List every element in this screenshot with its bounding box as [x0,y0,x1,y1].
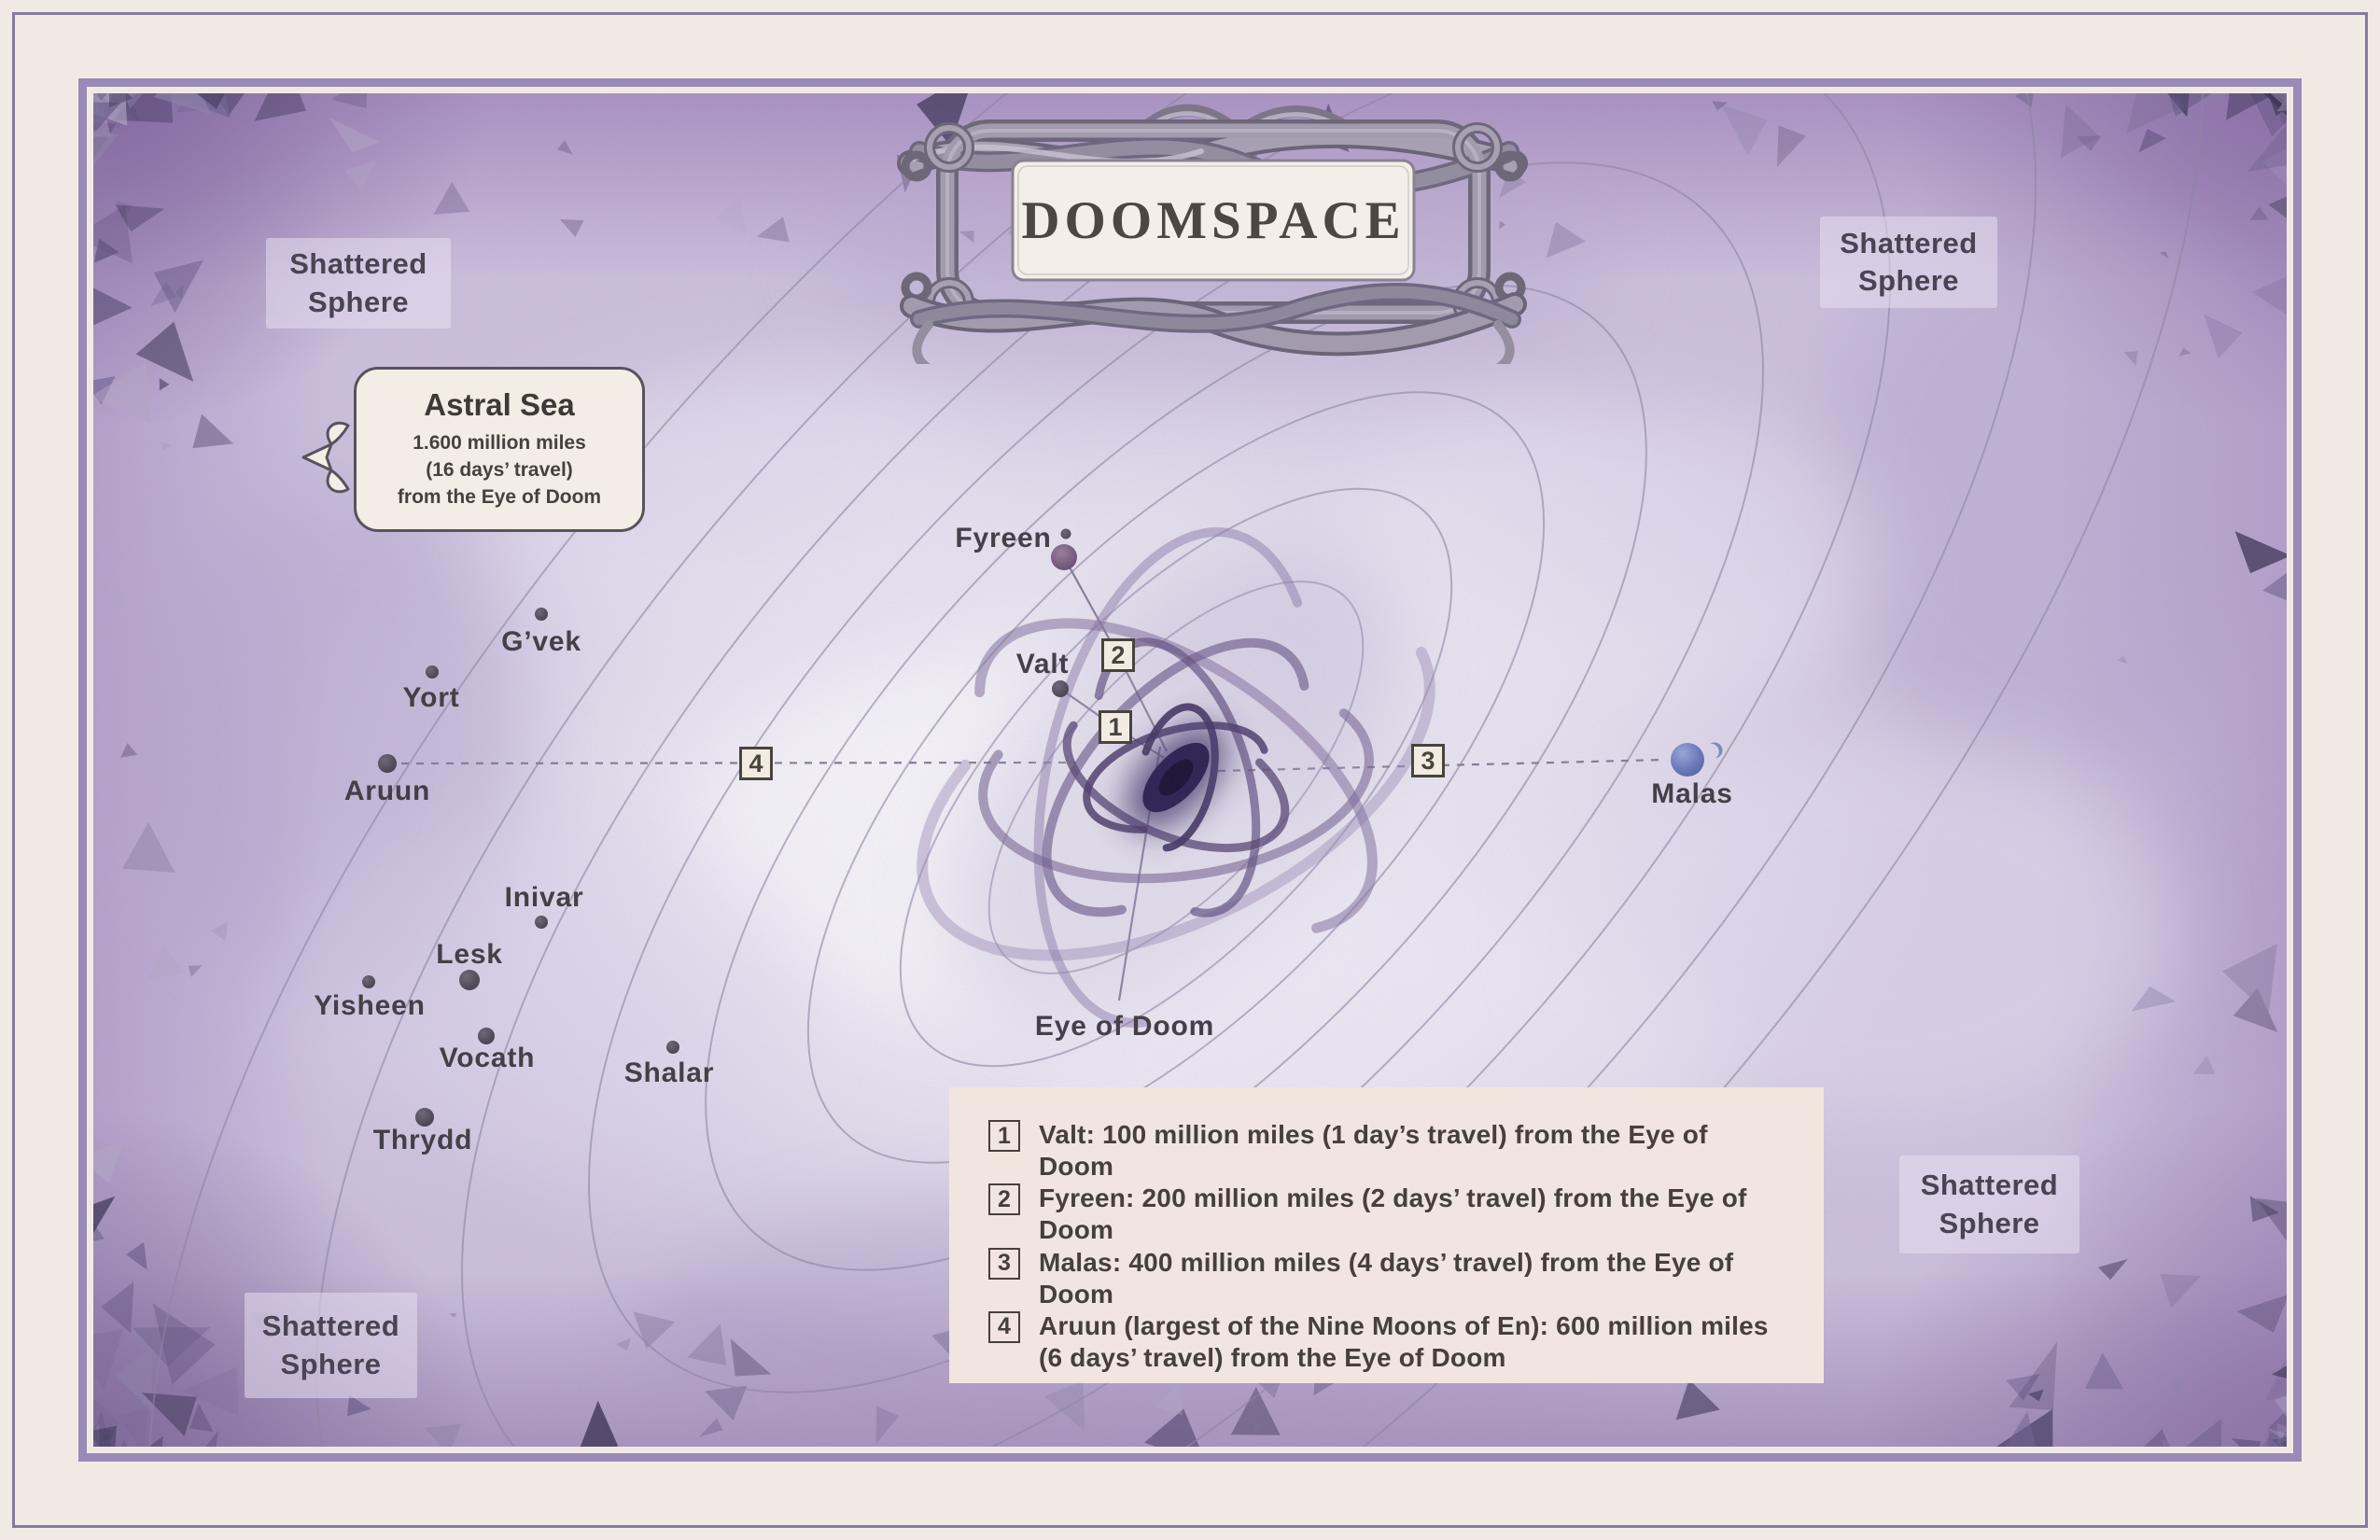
legend-item-text: Fyreen: 200 million miles (2 days’ travel) from the Eye of Doom [1039,1183,1747,1245]
planet-label-vocath: Vocath [439,1043,536,1073]
legend-item-text: Aruun (largest of the Nine Moons of En): 600 million miles (6 days’ travel) from the Eye of Doom [1039,1310,1769,1373]
doomspace-map [93,93,2287,1447]
planet-lesk [459,970,480,990]
planet-yisheen [362,975,375,988]
eye-of-doom-label: Eye of Doom [1034,1011,1215,1042]
planet-label-fyreen: Fyreen [955,523,1052,553]
fyreen-moon [1061,529,1071,539]
region-label-text: Shattered [1840,226,1978,259]
region-label-text: Sphere [1857,264,1960,297]
planet-gvek [535,608,548,621]
legend-item-number: 4 [988,1311,1020,1343]
legend-item [988,1310,1790,1374]
planet-label-malas: Malas [1651,778,1733,809]
planet-label-aruun: Aruun [343,776,431,806]
planet-label-inivar: Inivar [504,882,584,913]
legend-item [988,1183,1790,1246]
planet-label-gvek: G’vek [501,626,581,657]
planet-label-yisheen: Yisheen [314,990,426,1021]
region-label-bottom-left [245,1293,417,1398]
planet-label-lesk: Lesk [436,939,503,970]
distance-marker-2: 2 [1101,638,1135,672]
page-title: DOOMSPACE [1021,190,1406,250]
planet-label-thrydd: Thrydd [372,1125,473,1155]
legend-item [988,1247,1790,1310]
region-label-text: Shattered [289,247,427,281]
planet-fyreen [1051,544,1077,570]
planet-label-shalar: Shalar [623,1057,715,1088]
region-label-text: Sphere [307,285,410,318]
planet-label-valt: Valt [1015,649,1070,679]
legend-item-text: Malas: 400 million miles (4 days’ travel) from the Eye of Doom [1039,1247,1734,1309]
distance-marker-4: 4 [739,747,773,780]
region-label-bottom-right [1899,1155,2079,1253]
region-label-text: Sphere [1939,1206,2040,1239]
legend-item [988,1119,1790,1183]
distance-marker-3: 3 [1411,744,1445,777]
region-label-text: Shattered [261,1309,400,1343]
planet-shalar [666,1041,679,1054]
legend-item-text: Valt: 100 million miles (1 day’s travel) from the Eye of Doom [1039,1120,1708,1182]
planet-yort [426,665,439,679]
legend-item-number: 3 [988,1248,1020,1280]
planet-inivar [535,916,548,929]
planet-valt [1052,680,1069,697]
distance-legend [949,1087,1824,1383]
planet-label-yort: Yort [402,682,460,713]
planet-thrydd [415,1108,434,1127]
region-label-top-left [266,238,451,329]
astral-sea-pointer-icon [300,416,357,498]
legend-item-number: 1 [988,1120,1020,1152]
legend-item-number: 2 [988,1183,1020,1215]
distance-marker-1: 1 [1099,710,1132,744]
moon-aruun [378,754,397,773]
region-label-top-right [1820,217,1997,308]
astral-sea-callout [354,367,645,532]
astral-sea-origin: from the Eye of Doom [397,485,602,508]
region-label-text: Sphere [280,1347,382,1380]
astral-sea-distance: 1.600 million miles [413,432,586,455]
planet-malas [1671,743,1704,777]
astral-sea-title: Astral Sea [424,387,575,423]
malas-moon [1707,743,1723,759]
region-label-text: Shattered [1920,1169,2059,1202]
astral-sea-travel-time: (16 days’ travel) [426,459,573,482]
